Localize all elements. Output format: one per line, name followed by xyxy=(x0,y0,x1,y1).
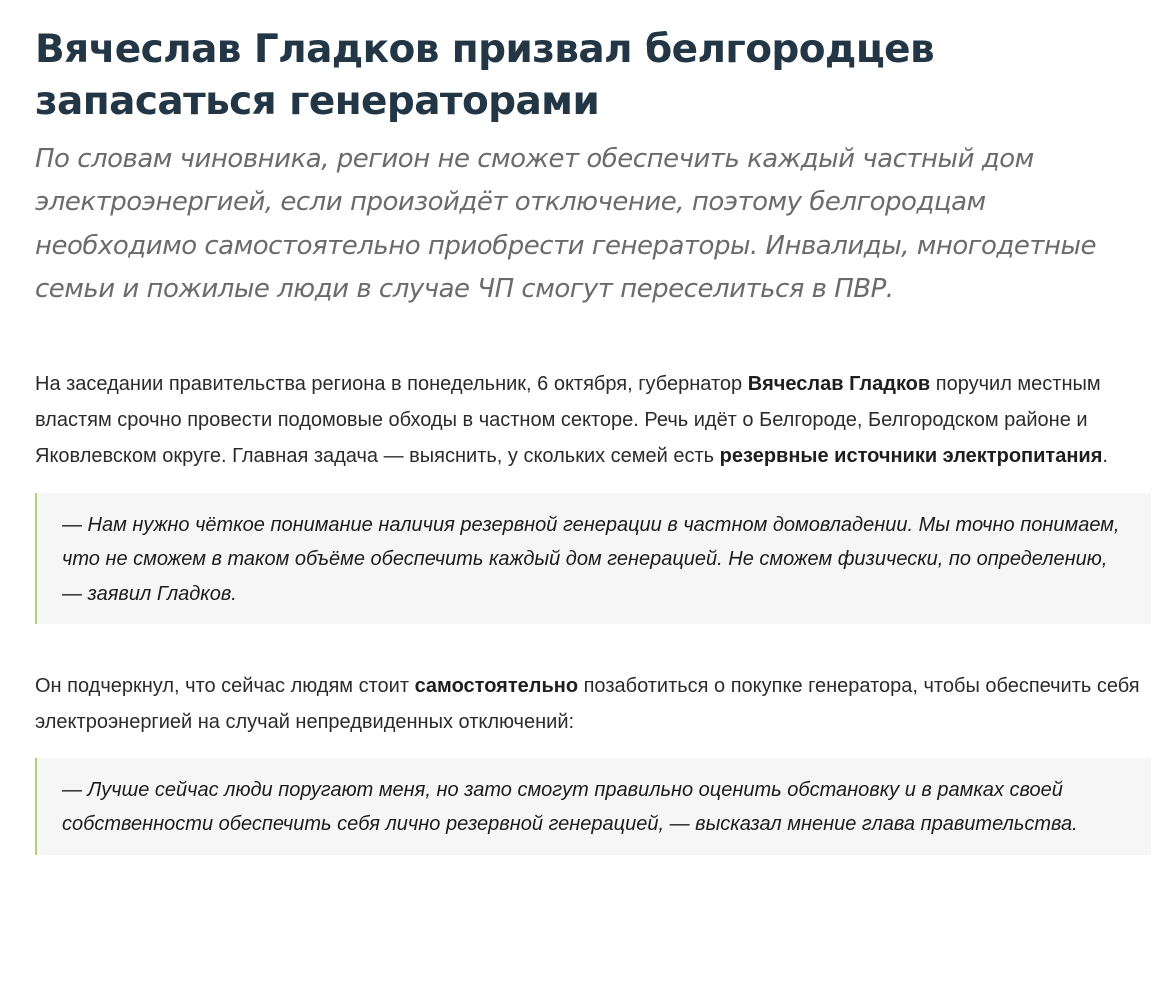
quote-block: — Лучше сейчас люди поругают меня, но зато смогут правильно оценить обстановку и в рамках своей собственности обеспечить себя лично резервной генерацией, — высказал мнение глава правительства. xyxy=(35,758,1151,855)
article-paragraph xyxy=(35,668,1151,741)
article xyxy=(35,24,1151,855)
paragraph-text: На заседании правительства региона в понедельник, 6 октября, губернатор xyxy=(35,372,748,395)
article-lead: По словам чиновника, регион не сможет обеспечить каждый частный дом электроэнергией, если произойдёт отключение, поэтому белгородцам необходимо самостоятельно приобрести генераторы. Инвалиды, многодетные семьи и пожилые люди в случае ЧП смогут переселиться в ПВР. xyxy=(35,144,1097,305)
paragraph-text: поручил местным властям срочно провести подомовые обходы в частном секторе. Речь идёт о Белгороде, Белгородском районе и Яковлевском округе. Главная задача — выяснить, у скольких семей есть xyxy=(35,372,1101,468)
paragraph-text: Он подчеркнул, что сейчас людям стоит xyxy=(35,675,415,698)
article-headline: Вячеслав Гладков призвал белгородцев запасаться генераторами xyxy=(35,27,935,124)
highlight-independently: самостоятельно xyxy=(414,675,579,698)
paragraph-text: позаботиться о покупке генератора, чтобы обеспечить себя электроэнергией на случай непредвиденных отключений: xyxy=(35,675,1140,734)
quote-block: — Нам нужно чёткое понимание наличия резервной генерации в частном домовладении. Мы точно понимаем, что не сможем в таком объёме обеспечить каждый дом генерацией. Не сможем физически, по определению, — заявил Гладков. xyxy=(35,493,1151,625)
article-paragraph xyxy=(35,366,1151,475)
highlight-governor-name: Вячеслав Гладков xyxy=(747,372,931,395)
highlight-power-sources: резервные источники электропитания xyxy=(719,445,1103,468)
paragraph-text: . xyxy=(1102,445,1108,468)
